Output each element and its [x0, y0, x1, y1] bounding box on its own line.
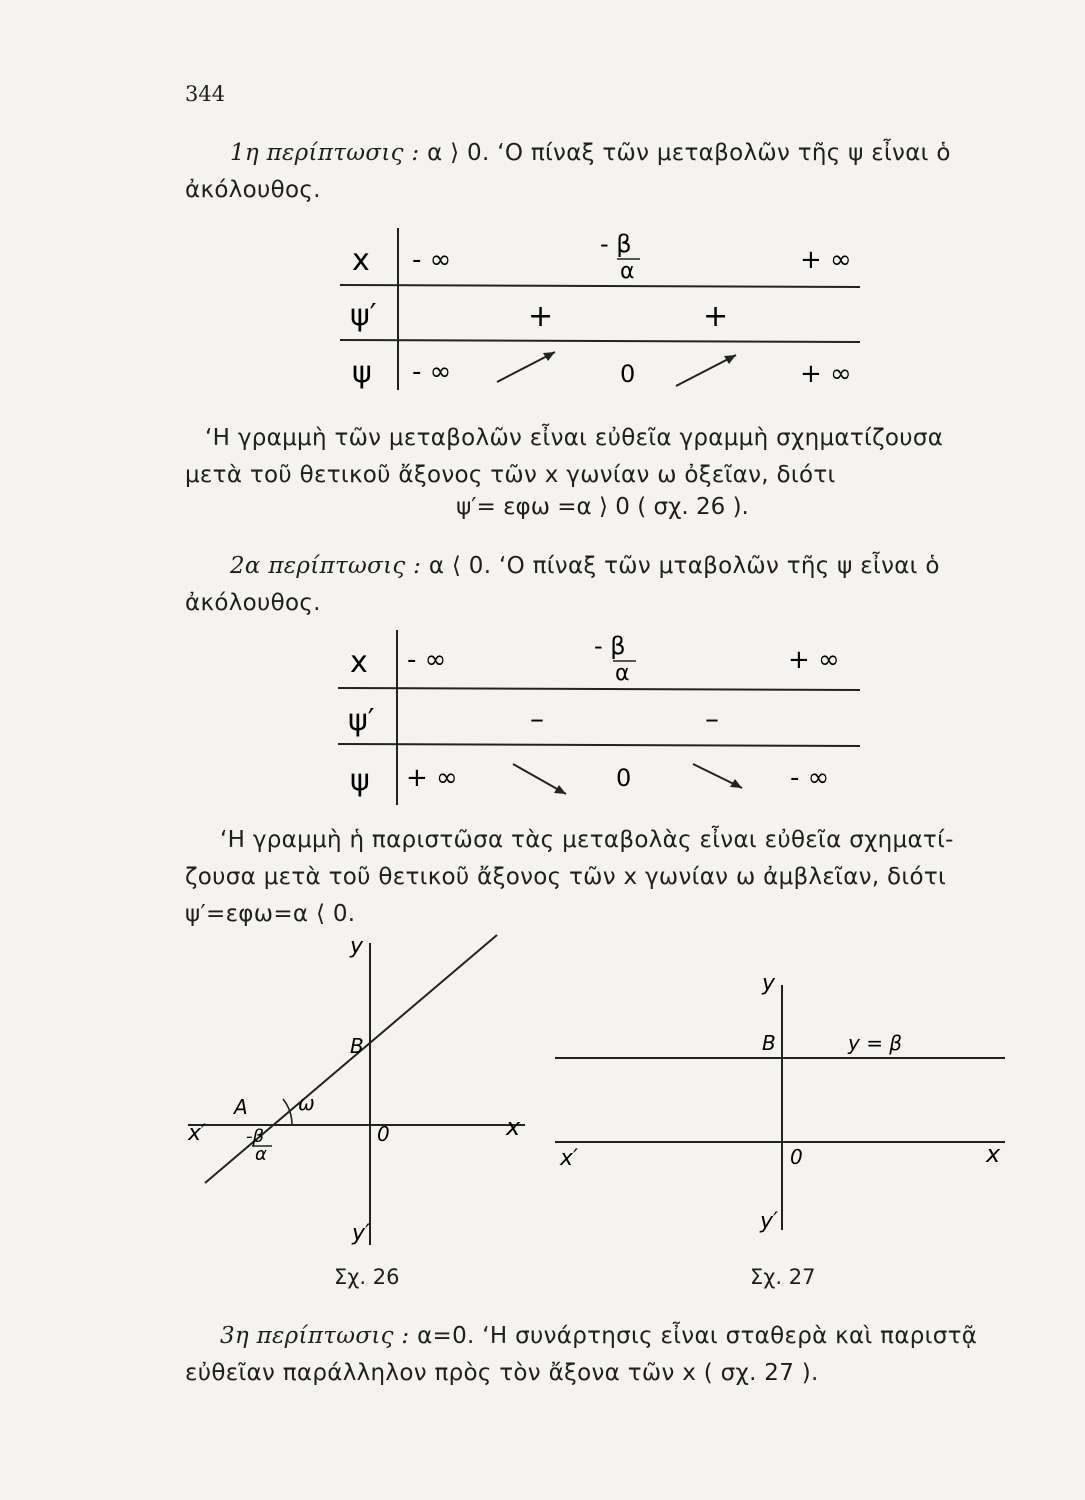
table1-x-mid-top: - β [600, 230, 632, 258]
fig27-label-x-prime: x′ [560, 1146, 579, 1171]
table2-dpsi-label: ψ′ [348, 703, 375, 738]
table2-psi-v2: 0 [616, 764, 632, 792]
fig26-label-A: A [234, 1095, 248, 1119]
table1-x-v1: - ∞ [412, 245, 452, 275]
para1-formula: ψ′= εφω =α ⟩ 0 ( σχ. 26 ). [456, 494, 749, 520]
case1-text-line2: ἀκόλουθος. [185, 177, 321, 203]
table1-psi-v1: - ∞ [412, 357, 452, 387]
case2-text-line2: ἀκόλουθος. [185, 590, 321, 616]
fig26-label-minus-beta: -β [246, 1126, 264, 1147]
table2-psi-v3: - ∞ [790, 763, 830, 793]
case2-text-line1: α ⟨ 0. ‘Ο πίναξ τῶν μταβολῶν τῆς ψ εἶναι ὁ [421, 553, 940, 579]
table1-psi-label: ψ [352, 355, 372, 390]
case3-text-line1: α=0. ‘Η συνάρτησις εἶναι σταθερὰ καὶ παριστᾷ [409, 1323, 978, 1349]
fig26-label-y-prime: y′ [352, 1221, 371, 1246]
para2-line1: ‘Η γραμμὴ ἡ παριστῶσα τὰς μεταβολὰς εἶναι εὐθεῖα σχηματί- [220, 827, 954, 853]
fig27-caption: Σχ. 27 [750, 1265, 816, 1289]
fig26-label-B: B [350, 1034, 364, 1058]
fig26-label-omega: ω [298, 1091, 315, 1115]
table1-dpsi-label: ψ′ [350, 298, 377, 333]
fig27-label-y-prime: y′ [760, 1209, 779, 1234]
fig26-label-alpha: α [255, 1144, 267, 1165]
para2-line2: ζουσα μετὰ τοῦ θετικοῦ ἄξονος τῶν x γωνίαν ω ἀμβλεῖαν, διότι [185, 864, 947, 890]
table2-x-v3: + ∞ [788, 645, 840, 675]
para1-line2: μετὰ τοῦ θετικοῦ ἄξονος τῶν x γωνίαν ω ὀξεῖαν, διότι [185, 462, 836, 488]
para1-line1: ‘Η γραμμὴ τῶν μεταβολῶν εἶναι εὐθεῖα γραμμὴ σχηματίζουσα [205, 425, 944, 451]
figure-26 [187, 934, 525, 1246]
table1 [340, 228, 860, 390]
table1-x-label: x [352, 243, 370, 278]
fig27-label-B: B [762, 1031, 776, 1055]
table2-hrule-1 [338, 688, 860, 690]
case3-paragraph [185, 1318, 1020, 1392]
fig27-label-x: x [986, 1140, 1001, 1168]
fig26-caption: Σχ. 26 [334, 1265, 400, 1289]
table1-x-v3: + ∞ [800, 245, 852, 275]
case2-paragraph [185, 548, 1020, 622]
case3-label: 3η περίπτωσις : [220, 1323, 410, 1349]
fig26-label-x-prime: x′ [188, 1121, 207, 1146]
table1-hrule-1 [340, 285, 860, 287]
fig26-label-y: y [350, 934, 364, 959]
table2-psi-v1: + ∞ [406, 763, 458, 793]
fig26-label-x: x [506, 1113, 521, 1141]
fig27-label-origin: 0 [790, 1145, 803, 1169]
table2-dpsi-s1: – [530, 702, 544, 735]
table1-hrule-2 [340, 340, 860, 342]
table1-psi-v2: 0 [620, 360, 636, 388]
fig27-label-y: y [762, 971, 776, 996]
case3-text-line2: εὐθεῖαν παράλληλον πρὸς τὸν ἄξονα τῶν x ( σχ. 27 ). [185, 1360, 819, 1386]
table2-x-label: x [350, 645, 368, 680]
figure-27 [555, 971, 1005, 1234]
table2-x-v1: - ∞ [407, 645, 447, 675]
para1 [185, 420, 1020, 494]
arrowhead-icon [554, 785, 566, 794]
case1-label: 1η περίπτωσις : [230, 140, 420, 166]
para2 [185, 822, 1020, 933]
table2-psi-label: ψ [350, 763, 370, 798]
table2-dpsi-s2: – [705, 702, 719, 735]
case1-text-line1: α ⟩ 0. ‘Ο πίναξ τῶν μεταβολῶν τῆς ψ εἶναι ὁ [419, 140, 951, 166]
table1-dpsi-s1: + [528, 299, 554, 334]
table2-x-mid-bottom: α [615, 661, 630, 686]
page-number: 344 [185, 82, 226, 106]
case2-label: 2α περίπτωσις : [230, 553, 422, 579]
fig26-label-origin: 0 [377, 1122, 390, 1146]
table2-x-mid-top: - β [594, 632, 626, 660]
table1-psi-v3: + ∞ [800, 359, 852, 389]
para2-line3: ψ′=εφω=α ⟨ 0. [185, 901, 356, 927]
fig27-line-label: y = β [848, 1031, 903, 1055]
table1-dpsi-s2: + [703, 299, 729, 334]
table2-hrule-2 [338, 744, 860, 746]
table1-x-mid-bottom: α [620, 259, 635, 284]
table2 [338, 630, 860, 805]
